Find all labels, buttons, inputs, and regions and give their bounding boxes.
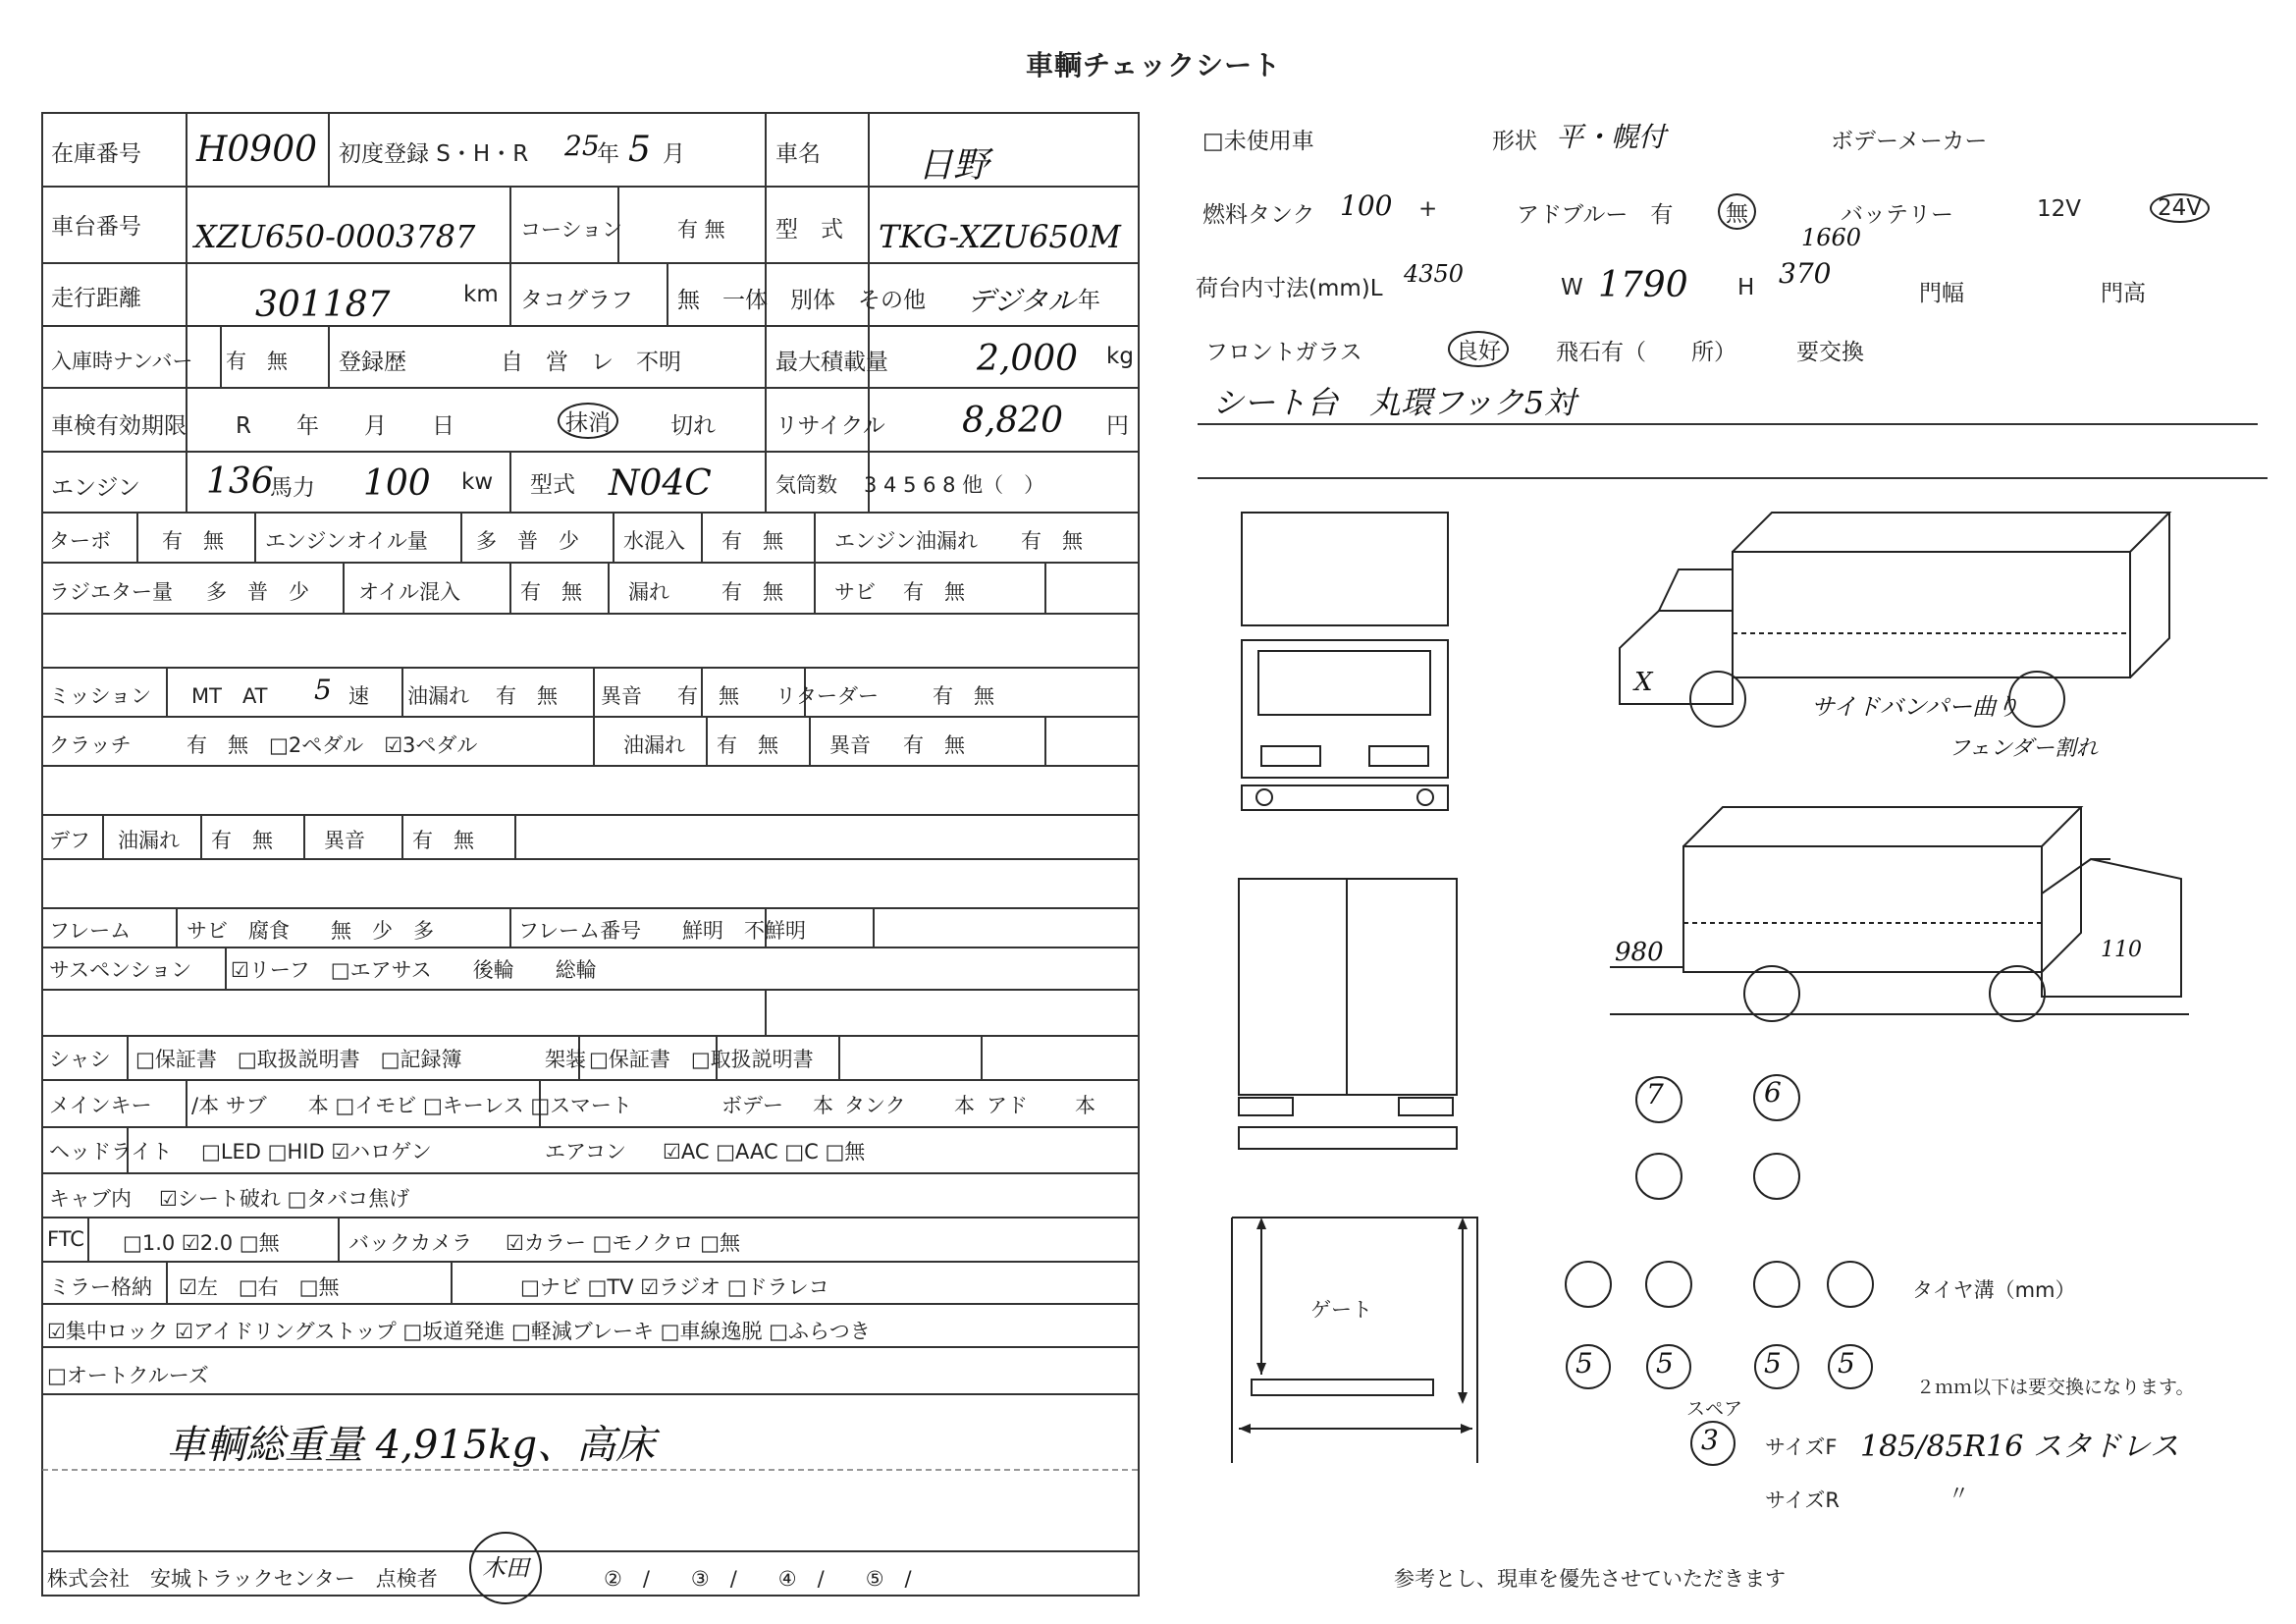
leak-options: 有 無 [721, 580, 783, 604]
clutch-options: 有 無 □2ペダル ☑3ペダル [187, 733, 478, 757]
sheet-note: シート台 丸環フック5対 [1212, 384, 1576, 421]
gate-label: ゲート [1310, 1298, 1372, 1322]
size-front-value: 185/85R16 スタドレス [1860, 1430, 2179, 1464]
car-name-label: 車名 [775, 141, 821, 167]
mileage-value: 301187 [255, 285, 391, 325]
truck-diagram [1232, 513, 2189, 1465]
payload-label: 最大積載量 [775, 350, 888, 375]
size-rear-label: サイズR [1765, 1489, 1840, 1512]
rust-label: サビ [834, 580, 876, 604]
chassis-no-label: 車台番号 [51, 214, 141, 240]
mission-leak-label: 油漏れ [407, 684, 469, 708]
reg-history-label: 登録歴 [339, 350, 406, 375]
clutch-leak-options: 有 無 [717, 733, 778, 757]
first-reg-label: 初度登録 S・H・R [339, 141, 529, 167]
rust-options: 有 無 [903, 580, 965, 604]
retarder-label: リターダー [775, 684, 879, 708]
cruise-option: □オートクルーズ [47, 1364, 209, 1387]
diff-noise-label: 異音 [324, 829, 365, 852]
chassis-docs-options: □保証書 □取扱説明書 □記録簿 [135, 1048, 462, 1071]
tacho-label: タコグラフ [520, 288, 633, 313]
model-value: TKG-XZU650M [879, 218, 1121, 255]
cab-label: キャブ内 [49, 1187, 132, 1211]
tyre-replace-note: ２ｍｍ以下は要交換になります。 [1916, 1377, 2195, 1398]
mileage-label: 走行距離 [51, 286, 141, 311]
engine-label: エンジン [51, 475, 140, 501]
spare-value: 3 [1701, 1424, 1719, 1456]
size-front-label: サイズF [1765, 1435, 1838, 1459]
stock-no-value: H0900 [196, 130, 318, 170]
inspection-cancelled: 抹消 [558, 403, 618, 439]
oil-mix-label: オイル混入 [358, 580, 460, 604]
windshield-label: フロントガラス [1205, 340, 1362, 365]
suspension-label: サスペンション [49, 958, 192, 982]
size-rear-value: 〃 [1949, 1482, 1969, 1505]
retarder-options: 有 無 [933, 684, 994, 708]
spare-label: スペア [1686, 1398, 1743, 1420]
adblue-no: 無 [1718, 193, 1756, 230]
tyre-rear-1: 5 [1575, 1347, 1593, 1380]
clutch-noise-label: 異音 [829, 733, 871, 757]
coating-options: 有 無 [677, 218, 725, 242]
tank-key-label: タンク [844, 1094, 906, 1117]
frame-label: フレーム [49, 919, 132, 943]
cab-options: ☑シート破れ □タバコ焦げ [159, 1187, 410, 1211]
recycle-value: 8,820 [962, 401, 1064, 441]
tyre-front-left: 7 [1646, 1078, 1664, 1110]
engine-leak-options: 有 無 [1021, 529, 1083, 553]
ad-key-label: アド [987, 1094, 1028, 1117]
ftc-options: □1.0 ☑2.0 □無 [123, 1231, 280, 1255]
reg-history-options: 自 営 レ 不明 [501, 350, 681, 375]
tacho-value: デジタル [967, 285, 1076, 317]
turbo-options: 有 無 [162, 529, 224, 553]
inspector-stamp: 木田 [469, 1532, 542, 1604]
replace-label: 要交換 [1796, 340, 1864, 365]
frame-no-options: 鮮明 不鮮明 [682, 919, 806, 943]
body-key-label: ボデー [721, 1094, 783, 1117]
equipment-options: ☑集中ロック ☑アイドリングストップ □坂道発進 □軽減ブレーキ □車線逸脱 □ふらつき [47, 1320, 871, 1343]
clutch-leak-label: 油漏れ [623, 733, 685, 757]
model-label: 型 式 [775, 217, 843, 243]
main-key-options: /本 サブ 本 □イモビ □キーレス □スマート [191, 1094, 632, 1117]
car-name-value: 日野 [918, 145, 989, 186]
shape-value: 平・幌付 [1556, 121, 1667, 153]
cylinder-options: 3 4 5 6 8 他（ ） [864, 473, 1045, 497]
fuel-tank-label: 燃料タンク [1202, 202, 1315, 228]
first-reg-year-unit: 年 [597, 141, 619, 167]
mirror-label: ミラー格納 [49, 1275, 152, 1299]
bottom-note: 参考とし、現車を優先させていただきます [1394, 1567, 1786, 1591]
tyre-rear-2: 5 [1656, 1347, 1674, 1380]
tyre-rear-3: 5 [1764, 1347, 1782, 1380]
headlight-options: □LED □HID ☑ハロゲン [201, 1140, 432, 1164]
horsepower-value: 136 [206, 461, 274, 502]
backcam-options: ☑カラー □モノクロ □無 [506, 1231, 741, 1255]
cargo-height-note: 1660 [1801, 224, 1862, 251]
mission-noise-label: 異音 [601, 684, 642, 708]
body-key-count: 本 [813, 1094, 833, 1117]
tyre-rear-4: 5 [1838, 1347, 1855, 1380]
door-height-label: 門高 [2101, 281, 2146, 306]
engine-oil-options: 多 普 少 [476, 529, 579, 553]
cargo-height-label: H [1737, 275, 1755, 300]
mileage-unit: km [463, 282, 499, 307]
clutch-noise-options: 有 無 [903, 733, 965, 757]
coating-label: コーション [520, 218, 623, 242]
damage-mark-x: X [1634, 668, 1653, 697]
footer-checks: ② / ③ / ④ / ⑤ / [604, 1567, 912, 1591]
diff-leak-label: 油漏れ [118, 829, 180, 852]
cargo-height: 370 [1779, 257, 1832, 290]
mission-leak-options: 有 無 [496, 684, 558, 708]
recycle-unit: 円 [1106, 413, 1129, 439]
mission-options: MT AT [191, 684, 268, 708]
chassis-docs-label: シャシ [49, 1048, 111, 1071]
adblue-label: アドブルー 有 [1517, 202, 1674, 228]
tacho-year: 年 [1078, 288, 1100, 313]
battery-12v: 12V [2037, 196, 2082, 222]
main-key-label: メインキー [49, 1094, 152, 1117]
cargo-length: 4350 [1404, 260, 1465, 288]
recycle-label: リサイクル [775, 413, 885, 439]
cargo-width-label: W [1561, 275, 1583, 300]
tacho-options: 無 一体 別体 その他 [677, 288, 926, 313]
water-mix-label: 水混入 [623, 529, 685, 553]
radiator-label: ラジエター量 [49, 580, 173, 604]
fuel-tank-value: 100 [1340, 189, 1393, 222]
diff-noise-options: 有 無 [412, 829, 474, 852]
stone-chip-label: 飛石有（ 所） [1556, 340, 1736, 365]
footer-company: 株式会社 安城トラックセンター 点検者 [47, 1567, 438, 1591]
first-reg-month-unit: 月 [663, 141, 685, 167]
body-docs-label: 架装 [545, 1048, 586, 1071]
horsepower-label: 馬力 [270, 475, 315, 501]
unused-vehicle-checkbox: □未使用車 [1202, 129, 1314, 154]
water-mix-options: 有 無 [721, 529, 783, 553]
fuel-tank-plus: + [1418, 196, 1438, 222]
fender-note: フェンダー割れ [1949, 736, 2099, 761]
mirror-options: ☑左 □右 □無 [179, 1275, 340, 1299]
remarks-text: 車輌総重量 4,915kg、高床 [167, 1423, 656, 1468]
chassis-no-value: XZU650-0003787 [194, 218, 476, 255]
payload-value: 2,000 [977, 339, 1079, 379]
engine-type-label: 型式 [530, 472, 575, 498]
radiator-options: 多 普 少 [206, 580, 309, 604]
clutch-label: クラッチ [49, 733, 132, 757]
diff-label: デフ [49, 829, 90, 852]
headlight-label: ヘッドライト [49, 1140, 173, 1164]
cylinder-label: 気筒数 [775, 473, 837, 497]
diagram-110: 110 [2101, 938, 2142, 962]
inspection-options: R 年 月 日 [236, 413, 454, 439]
diff-leak-options: 有 無 [211, 829, 273, 852]
battery-label: バッテリー [1841, 202, 1953, 228]
cargo-width: 1790 [1598, 265, 1688, 305]
body-docs-options: □保証書 □取扱説明書 [589, 1048, 814, 1071]
oil-mix-options: 有 無 [520, 580, 582, 604]
leak-label: 漏れ [628, 580, 669, 604]
mission-label: ミッション [49, 684, 152, 708]
side-bumper-note: サイドバンパー曲り [1811, 693, 2020, 721]
tyre-front-right: 6 [1764, 1076, 1782, 1109]
turbo-label: ターボ [49, 529, 111, 553]
shape-label: 形状 [1492, 129, 1537, 154]
audio-options: □ナビ □TV ☑ラジオ □ドラレコ [520, 1275, 829, 1299]
aircon-options: ☑AC □AAC □C □無 [663, 1140, 866, 1164]
inspection-expired: 切れ [670, 413, 716, 439]
plate-options: 有 無 [226, 350, 288, 373]
battery-24v: 24V [2150, 193, 2210, 223]
frame-options: サビ 腐食 無 少 多 [187, 919, 434, 943]
speed-label: 速 [348, 684, 369, 708]
cargo-size-label: 荷台内寸法(mm)L [1196, 276, 1383, 301]
page-title: 車輌チェックシート [1026, 49, 1282, 81]
engine-oil-label: エンジンオイル量 [265, 529, 428, 553]
mission-noise-options: 有 無 [677, 684, 739, 708]
ftc-label: FTC [47, 1227, 84, 1251]
frame-no-label: フレーム番号 [518, 919, 642, 943]
payload-unit: kg [1106, 344, 1134, 369]
body-maker-label: ボデーメーカー [1831, 129, 1988, 154]
kw-value: 100 [363, 463, 431, 504]
windshield-good: 良好 [1448, 331, 1509, 367]
stock-no-label: 在庫番号 [51, 141, 141, 167]
diagram-980: 980 [1615, 938, 1664, 967]
plate-label: 入庫時ナンバー [51, 350, 193, 373]
aircon-label: エアコン [545, 1140, 626, 1164]
first-reg-year: 25 [564, 130, 600, 162]
tyre-groove-label: タイヤ溝（mm） [1912, 1278, 2076, 1302]
tank-key-count: 本 [954, 1094, 975, 1117]
door-width-label: 門幅 [1919, 281, 1964, 306]
ad-key-count: 本 [1075, 1094, 1095, 1117]
first-reg-month: 5 [628, 130, 651, 170]
engine-type-value: N04C [609, 463, 712, 504]
suspension-options: ☑リーフ □エアサス 後輪 総輪 [231, 958, 597, 982]
engine-leak-label: エンジン油漏れ [834, 529, 978, 553]
inspection-label: 車検有効期限 [51, 413, 187, 439]
kw-label: kw [461, 469, 494, 495]
speed-value: 5 [314, 674, 332, 706]
backcam-label: バックカメラ [348, 1231, 472, 1255]
